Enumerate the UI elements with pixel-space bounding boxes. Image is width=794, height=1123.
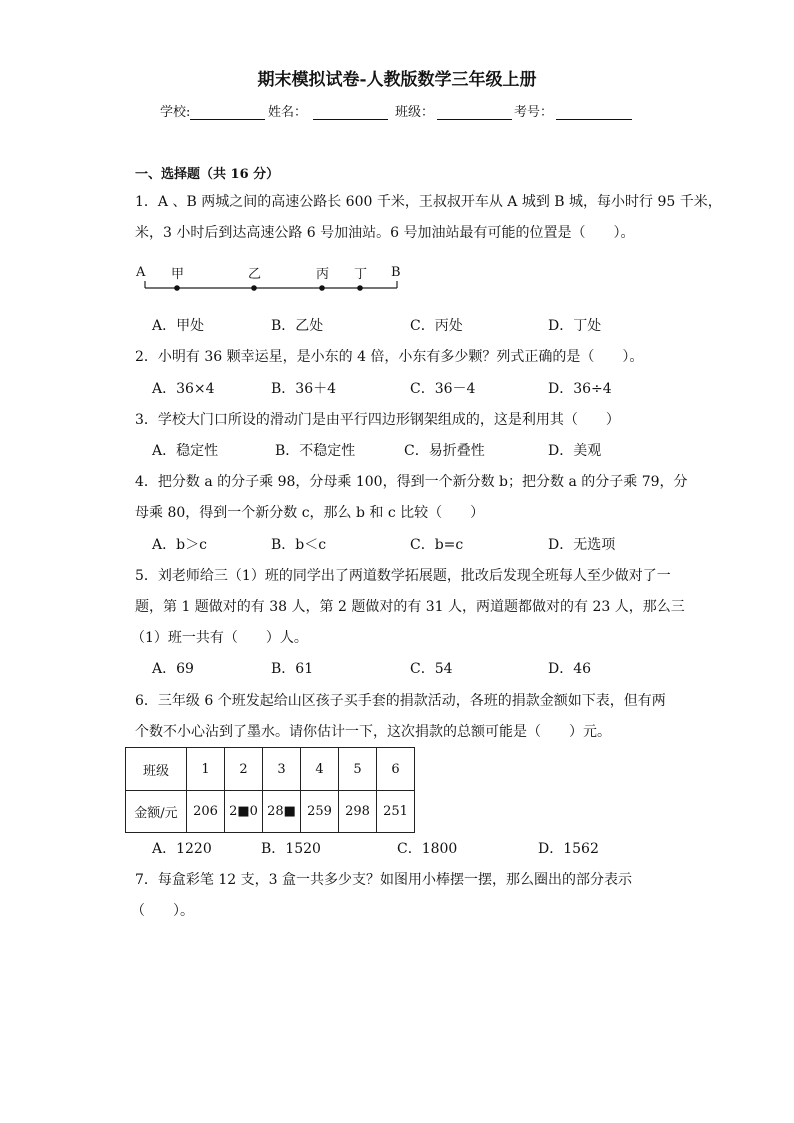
table-cell: 2 <box>225 748 263 791</box>
q2-option-d: D．36÷4 <box>548 381 612 397</box>
table-cell: 5 <box>339 748 377 791</box>
label-jia: 甲 <box>171 267 185 282</box>
table-cell: 6 <box>377 748 415 791</box>
question-1-line-2: 米，3 小时后到达高速公路 6 号加油站。6 号加油站最有可能的位置是（ ）。 <box>135 225 635 241</box>
q3-option-b: B．不稳定性 <box>275 443 356 459</box>
label-ding: 丁 <box>354 267 368 282</box>
q3-option-c: C．易折叠性 <box>404 443 485 459</box>
question-6-line-1: 6．三年级 6 个班发起给山区孩子买手套的捐款活动，各班的捐款金额如下表，但有两 <box>135 693 666 709</box>
table-cell: 班级 <box>126 748 187 791</box>
question-6-line-2: 个数不小心沾到了墨水。请你估计一下，这次捐款的总额可能是（ ）元。 <box>135 724 611 740</box>
q1-option-d: D．丁处 <box>548 318 602 334</box>
section-heading: 一、选择题（共 16 分） <box>135 167 280 182</box>
label-city-b: B <box>391 265 401 280</box>
donation-table <box>125 747 415 833</box>
question-4-line-1: 4．把分数 a 的分子乘 98，分母乘 100，得到一个新分数 b；把分数 a 的分子乘 79，分 <box>135 474 688 490</box>
q6-option-c: C．1800 <box>397 841 458 857</box>
school-blank <box>190 119 265 120</box>
question-1-line-1: 1．A 、B 两城之间的高速公路长 600 千米，王叔叔开车从 A 城到 B 城，每小时行 95 千米， <box>135 194 722 210</box>
table-cell: 259 <box>301 791 339 833</box>
q4-option-a: A．b＞c <box>152 537 207 553</box>
table-cell: 1 <box>187 748 225 791</box>
school-label: 学校: <box>160 105 191 120</box>
table-cell: 298 <box>339 791 377 833</box>
exam-number-blank <box>556 119 632 120</box>
point-jia <box>174 285 180 291</box>
table-header-row <box>126 748 415 791</box>
q5-option-d: D．46 <box>548 661 592 677</box>
question-5-line-2: 题，第 1 题做对的有 38 人，第 2 题做对的有 31 人，两道题都做对的有 23 人，那么三 <box>135 599 685 615</box>
point-bing <box>319 285 325 291</box>
q3-option-d: D．美观 <box>548 443 602 459</box>
route-diagram <box>135 262 420 296</box>
label-yi: 乙 <box>248 267 262 282</box>
table-row <box>126 791 415 833</box>
q2-option-a: A．36×4 <box>152 381 215 397</box>
name-label: 姓名： <box>268 105 308 120</box>
question-5-line-3: （1）班一共有（ ）人。 <box>131 630 308 646</box>
q6-option-b: B．1520 <box>261 841 321 857</box>
q4-option-d: D．无选项 <box>548 537 616 553</box>
table-cell: 206 <box>187 791 225 833</box>
table-cell: 4 <box>301 748 339 791</box>
question-2-line-1: 2．小明有 36 颗幸运星，是小东的 4 倍，小东有多少颗？列式正确的是（ ）。 <box>135 349 644 365</box>
q5-option-c: C．54 <box>410 661 453 677</box>
table-cell: 251 <box>377 791 415 833</box>
q1-option-c: C．丙处 <box>410 318 463 334</box>
q1-option-a: A．甲处 <box>152 318 205 334</box>
table-cell: 3 <box>263 748 301 791</box>
question-7-line-2: （ ）。 <box>131 903 194 919</box>
q1-option-b: B．乙处 <box>271 318 324 334</box>
q2-option-b: B．36＋4 <box>271 381 337 397</box>
exam-number-label: 考号： <box>514 105 554 120</box>
point-ding <box>357 285 363 291</box>
table-cell: 金额/元 <box>126 791 187 833</box>
table-cell: 2■0 <box>225 791 263 833</box>
page-title: 期末模拟试卷-人教版数学三年级上册 <box>257 70 537 90</box>
question-5-line-1: 5．刘老师给三（1）班的同学出了两道数学拓展题，批改后发现全班每人至少做对了一 <box>135 568 671 584</box>
class-label: 班级： <box>395 105 435 120</box>
q5-option-a: A．69 <box>152 661 194 677</box>
label-bing: 丙 <box>316 267 330 282</box>
q6-option-d: D．1562 <box>538 841 599 857</box>
q5-option-b: B．61 <box>271 661 314 677</box>
question-4-line-2: 母乘 80，得到一个新分数 c，那么 b 和 c 比较（ ） <box>135 505 485 521</box>
q4-option-b: B．b＜c <box>271 537 327 553</box>
q2-option-c: C．36－4 <box>410 381 476 397</box>
q3-option-a: A．稳定性 <box>152 443 219 459</box>
question-7-line-1: 7．每盒彩笔 12 支，3 盒一共多少支？如图用小棒摆一摆，那么圈出的部分表示 <box>135 872 632 888</box>
name-blank <box>313 119 388 120</box>
question-3-line-1: 3．学校大门口所设的滑动门是由平行四边形钢架组成的，这是利用其（ ） <box>135 412 620 428</box>
table-cell: 28■ <box>263 791 301 833</box>
label-city-a: A <box>136 265 146 280</box>
q6-option-a: A．1220 <box>152 841 212 857</box>
q4-option-c: C．b=c <box>410 537 464 553</box>
class-blank <box>437 119 512 120</box>
point-yi <box>251 285 257 291</box>
